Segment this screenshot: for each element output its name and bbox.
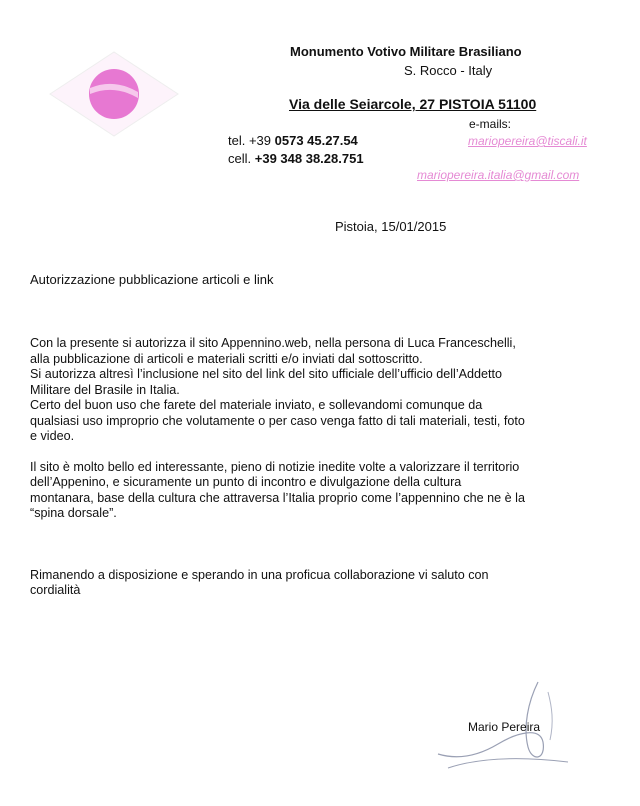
body-line: Certo del buon uso che farete del materiale inviato, e sollevandomi comunque da — [30, 398, 483, 412]
closing-line: Rimanendo a disposizione e sperando in una proficua collaborazione vi saluto con — [30, 567, 489, 582]
telephone-number: 0573 45.27.54 — [274, 133, 358, 148]
brazil-flag-logo — [46, 48, 182, 140]
body-line: Il sito è molto bello ed interessante, pieno di notizie inedite volte a valorizzare il territorio — [30, 459, 520, 474]
body-line: montanara, base della cultura che attraversa l’Italia proprio come l’appennino che ne è la — [30, 490, 525, 505]
telephone-prefix: tel. +39 — [228, 133, 272, 148]
email-link-tiscali[interactable]: mariopereira@tiscali.it — [468, 134, 587, 148]
body-line: Militare del Brasile in Italia. — [30, 382, 180, 397]
cellphone-line — [228, 151, 364, 166]
closing-line: cordialità — [30, 583, 81, 597]
signature-name: Mario Pereira — [468, 720, 541, 734]
body-line: “spina dorsale”. — [30, 506, 117, 520]
organization-address: Via delle Seiarcole, 27 PISTOIA 51100 — [289, 96, 537, 112]
cellphone-prefix: cell. — [228, 151, 252, 166]
telephone-line — [228, 133, 358, 148]
body-line: qualsiasi uso improprio che volutamente o per caso venga fatto di tali materiali, testi, foto — [30, 413, 525, 428]
emails-label: e-mails: — [469, 117, 512, 131]
body-line: alla pubblicazione di articoli e materiali scritti e/o inviati dal sottoscritto. — [30, 351, 423, 366]
body-line: e video. — [30, 429, 75, 443]
email-link-gmail[interactable]: mariopereira.italia@gmail.com — [417, 168, 580, 182]
organization-location: S. Rocco - Italy — [404, 63, 493, 78]
organization-name: Monumento Votivo Militare Brasiliano — [290, 44, 522, 59]
letter-date: Pistoia, 15/01/2015 — [335, 219, 447, 234]
body-line: Si autorizza altresì l’inclusione nel sito del link del sito ufficiale dell’ufficio dell’Addetto — [30, 367, 503, 381]
body-line: Con la presente si autorizza il sito Appennino.web, nella persona di Luca Franceschelli, — [30, 336, 516, 350]
letter-subject: Autorizzazione pubblicazione articoli e link — [30, 272, 274, 287]
body-line: dell’Appenino, e sicuramente un punto di incontro e divulgazione della cultura — [30, 475, 462, 489]
cellphone-number: +39 348 38.28.751 — [254, 151, 364, 166]
letter-body — [30, 336, 630, 599]
